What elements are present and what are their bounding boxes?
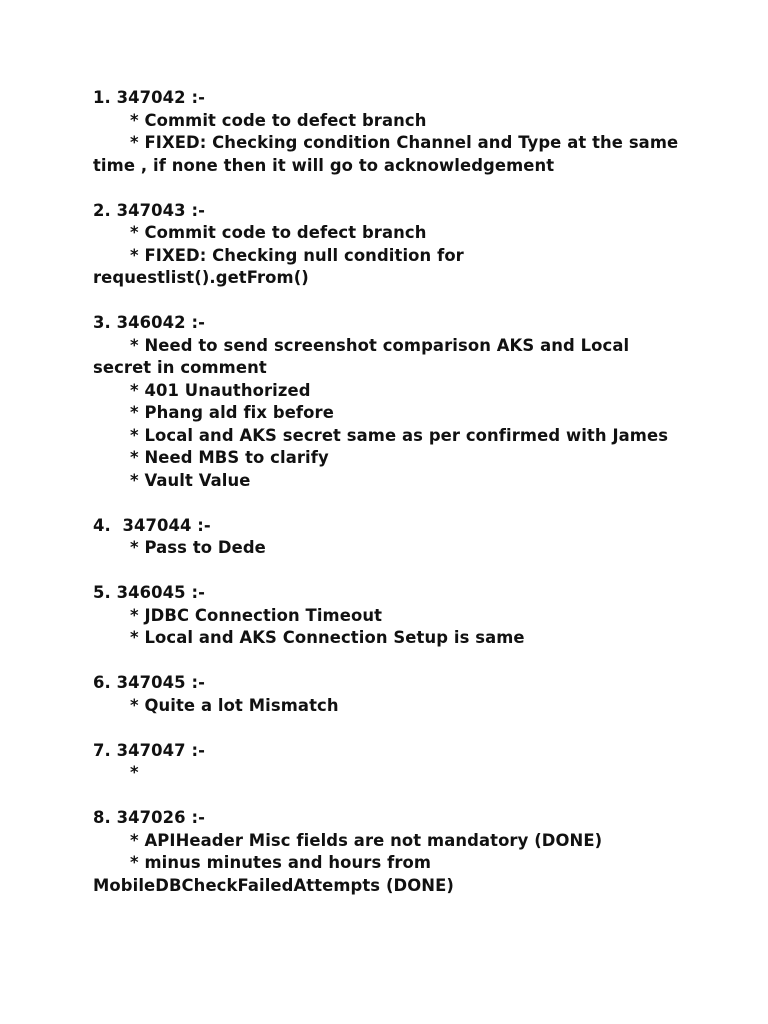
entry-item: * FIXED: Checking condition Channel and Type at the same time , if none then it will go to acknowledgement [93,133,679,175]
entry-item: * JDBC Connection Timeout [130,605,383,625]
entry-2 [93,200,683,290]
entry-7 [93,740,683,785]
entry-item: * Need to send screenshot comparison AKS and Local secret in comment [93,335,630,377]
entry-item: * FIXED: Checking null condition for requestlist().getFrom() [93,245,464,287]
entry-3 [93,312,683,492]
entry-item: * [130,763,139,782]
entry-item: * Local and AKS secret same as per confirmed with James [130,425,669,445]
entry-item: * APIHeader Misc fields are not mandatory (DONE) [130,830,603,850]
entry-item: * Pass to Dede [130,538,266,557]
entry-heading: 4. 347044 :- [93,515,211,535]
entry-item: * Commit code to defect branch [130,223,427,242]
entry-heading: 1. 347042 :- [93,88,206,107]
entry-item: * Need MBS to clarify [130,448,329,467]
entry-heading: 2. 347043 :- [93,200,206,220]
entry-1 [93,87,683,177]
entry-item: * Vault Value [130,470,251,490]
entry-item: * Quite a lot Mismatch [130,695,339,715]
entry-item: * 401 Unauthorized [130,380,311,400]
entry-item: * Local and AKS Connection Setup is same [130,628,525,647]
entry-heading: 7. 347047 :- [93,740,206,760]
entry-heading: 5. 346045 :- [93,583,206,602]
notes-body [93,87,683,920]
entry-item: * Phang ald fix before [130,403,334,422]
entry-6 [93,672,683,717]
entry-4 [93,515,683,560]
entry-item: * minus minutes and hours from MobileDBCheckFailedAttempts (DONE) [93,853,454,895]
entry-heading: 8. 347026 :- [93,808,206,827]
entry-heading: 6. 347045 :- [93,673,206,692]
entry-5 [93,582,683,650]
entry-8 [93,807,683,897]
entry-heading: 3. 346042 :- [93,313,206,332]
entry-item: * Commit code to defect branch [130,110,427,130]
